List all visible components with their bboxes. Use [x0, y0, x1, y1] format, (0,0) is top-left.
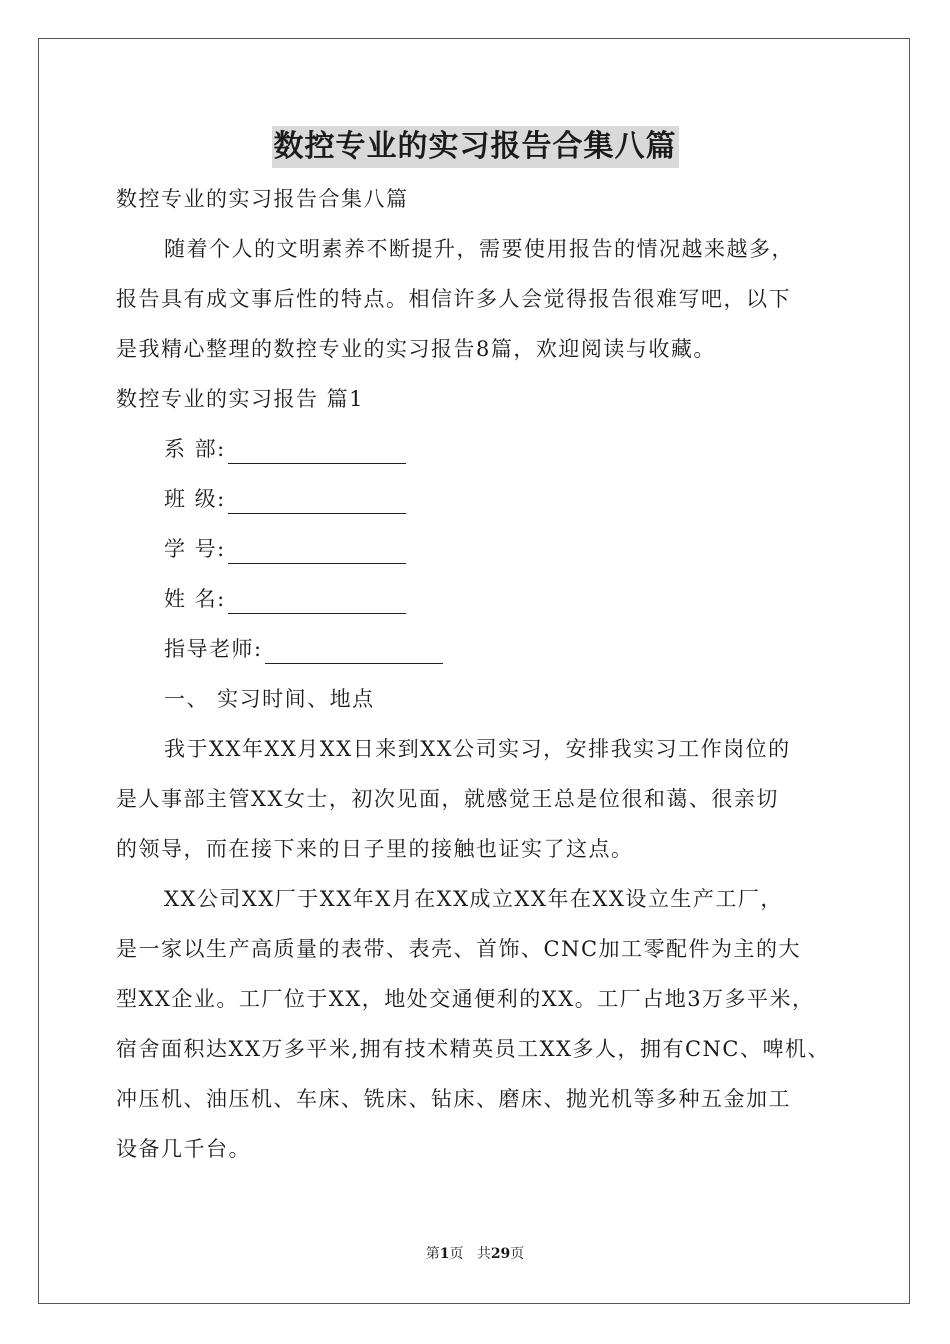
page-footer	[0, 1244, 950, 1264]
para2-line-4: 宿舍面积达XX万多平米,拥有技术精英员工XX多人，拥有CNC、啤机、	[116, 1037, 830, 1061]
footer-total-suffix: 页	[510, 1246, 525, 1262]
document-subtitle: 数控专业的实习报告合集八篇	[116, 187, 409, 211]
document-title: 数控专业的实习报告合集八篇	[272, 126, 679, 168]
para2-line-6: 设备几千台。	[116, 1137, 251, 1161]
footer-page-prefix: 第	[425, 1246, 440, 1262]
blank-line	[228, 441, 406, 464]
form-label: 班 级:	[164, 487, 226, 511]
title-container	[0, 126, 950, 168]
form-field-student-id	[164, 534, 406, 564]
para2-line-2: 是一家以生产高质量的表带、表壳、首饰、CNC加工零配件为主的大	[116, 937, 802, 961]
intro-line-1: 随着个人的文明素养不断提升，需要使用报告的情况越来越多，	[164, 237, 794, 261]
form-label: 系 部:	[164, 437, 226, 461]
blank-line	[228, 491, 406, 514]
heading-time-location: 一、 实习时间、地点	[164, 687, 375, 711]
footer-total-prefix: 共	[476, 1246, 491, 1262]
form-field-advisor	[164, 634, 443, 664]
footer-total-pages: 29	[490, 1246, 511, 1262]
page-border	[38, 38, 910, 1304]
form-field-class	[164, 484, 406, 514]
para2-line-1: XX公司XX厂于XX年X月在XX成立XX年在XX设立生产工厂，	[164, 887, 783, 911]
para1-line-1: 我于XX年XX月XX日来到XX公司实习，安排我实习工作岗位的	[164, 737, 791, 761]
form-label: 学 号:	[164, 537, 226, 561]
intro-line-3: 是我精心整理的数控专业的实习报告8篇，欢迎阅读与收藏。	[116, 337, 716, 361]
blank-line	[228, 591, 406, 614]
para1-line-3: 的领导，而在接下来的日子里的接触也证实了这点。	[116, 837, 634, 861]
blank-line	[265, 641, 443, 664]
blank-line	[228, 541, 406, 564]
form-field-department	[164, 434, 406, 464]
footer-page-suffix: 页	[449, 1246, 464, 1262]
intro-line-2: 报告具有成文事后性的特点。相信许多人会觉得报告很难写吧，以下	[116, 287, 791, 311]
para2-line-3: 型XX企业。工厂位于XX，地处交通便利的XX。工厂占地3万多平米，	[116, 987, 815, 1011]
para1-line-2: 是人事部主管XX女士，初次见面，就感觉王总是位很和蔼、很亲切	[116, 787, 779, 811]
form-field-name	[164, 584, 406, 614]
section-heading: 数控专业的实习报告 篇1	[116, 387, 365, 411]
form-label: 指导老师:	[164, 637, 263, 661]
para2-line-5: 冲压机、油压机、车床、铣床、钻床、磨床、抛光机等多种五金加工	[116, 1087, 791, 1111]
form-label: 姓 名:	[164, 587, 226, 611]
footer-page-number: 1	[439, 1246, 450, 1262]
